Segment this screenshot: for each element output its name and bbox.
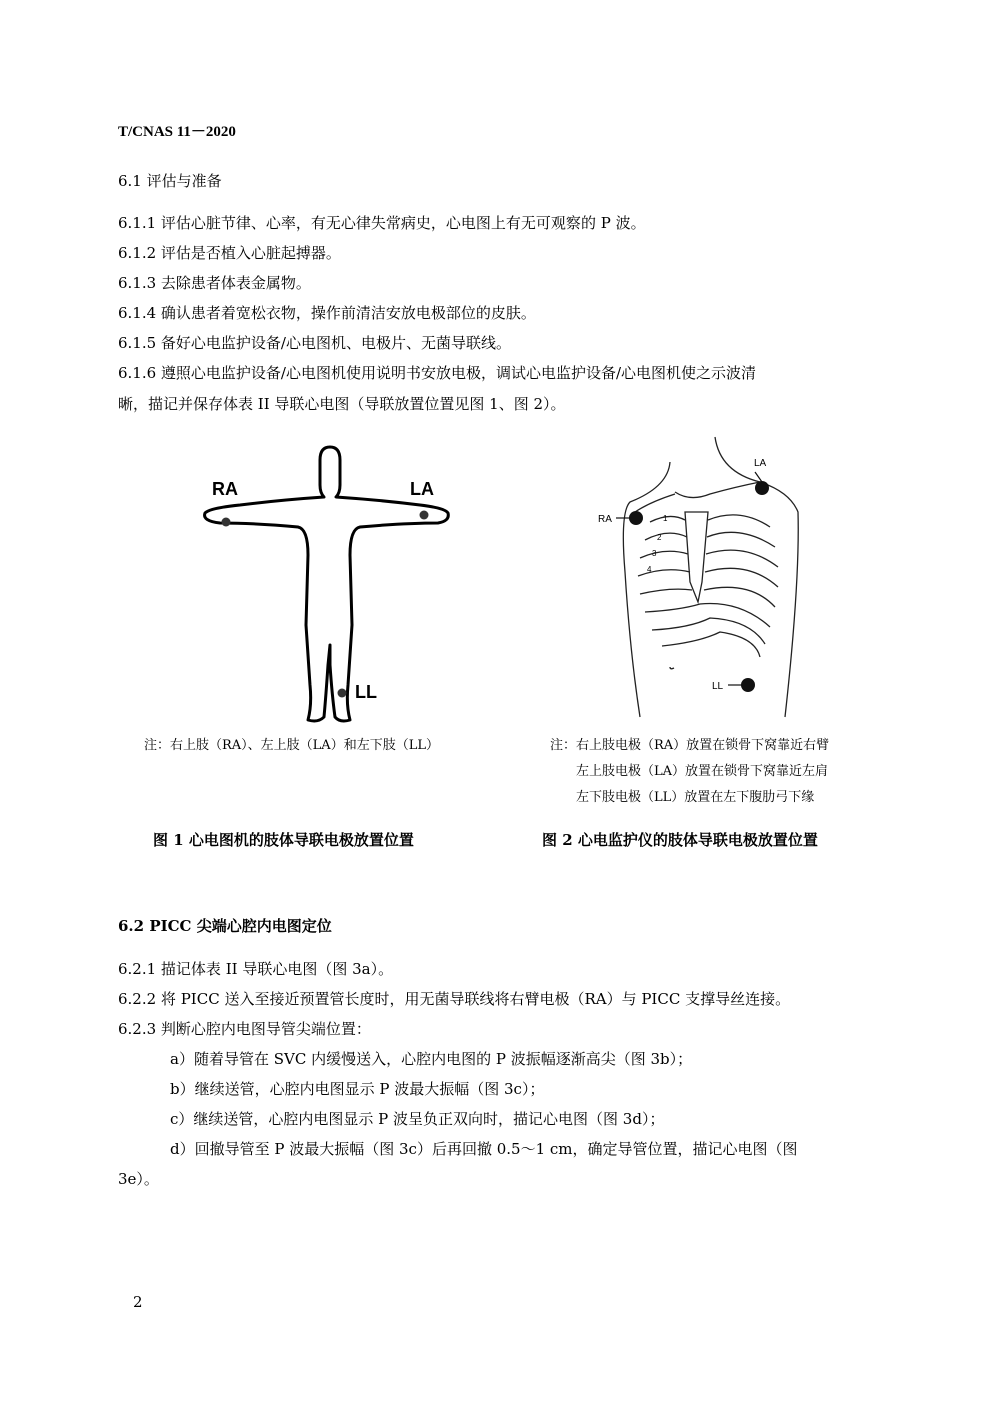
fig2-note-line3: 左下肢电极（LL）放置在左下腹肋弓下缘 bbox=[576, 790, 815, 805]
page-number: 2 bbox=[133, 1293, 143, 1311]
item-6-1-1: 6.1.1 评估心脏节律、心率，有无心律失常病史，心电图上有无可观察的 P 波。 bbox=[118, 214, 646, 232]
item-6-2-3-a: a）随着导管在 SVC 内缓慢送入，心腔内电图的 P 波振幅逐渐高尖（图 3b）； bbox=[170, 1050, 693, 1068]
item-6-2-3: 6.2.3 判断心腔内电图导管尖端位置： bbox=[118, 1020, 371, 1038]
item-6-1-2: 6.1.2 评估是否植入心脏起搏器。 bbox=[118, 244, 341, 262]
item-6-2-3-d-line1: d）回撤导管至 P 波最大振幅（图 3c）后再回撤 0.5～1 cm，确定导管位置，描记心电图（图 bbox=[170, 1140, 798, 1158]
document-id: T/CNAS 11－2020 bbox=[118, 124, 236, 140]
fig2-ll-electrode bbox=[741, 678, 755, 692]
item-6-1-6-line1: 6.1.6 遵照心电监护设备/心电图机使用说明书安放电极，调试心电监护设备/心电图机使之示波清 bbox=[118, 364, 757, 382]
item-6-2-2: 6.2.2 将 PICC 送入至接近预置管长度时，用无菌导联线将右臂电极（RA）与 PICC 支撑导丝连接。 bbox=[118, 990, 791, 1008]
item-6-2-1: 6.2.1 描记体表 II 导联心电图（图 3a）。 bbox=[118, 960, 394, 978]
fig2-ra-electrode bbox=[629, 511, 643, 525]
fig2-ll-label: LL bbox=[712, 681, 724, 692]
figure-1-body-diagram bbox=[180, 445, 480, 730]
fig1-ll-label: LL bbox=[355, 682, 377, 702]
section-6-1-title: 6.1 评估与准备 bbox=[118, 172, 222, 190]
ribcage-drawing bbox=[623, 437, 798, 717]
fig1-la-label: LA bbox=[410, 479, 434, 499]
item-6-2-3-d-line2: 3e）。 bbox=[118, 1170, 159, 1188]
fig2-note-line1: 注：右上肢电极（RA）放置在锁骨下窝靠近右臂 bbox=[550, 738, 830, 753]
fig2-ra-label: RA bbox=[598, 514, 612, 525]
section-6-2-title: 6.2 PICC 尖端心腔内电图定位 bbox=[118, 917, 332, 935]
fig2-note-line2: 左上肢电极（LA）放置在锁骨下窝靠近左肩 bbox=[576, 764, 829, 779]
rib-number-3: 3 bbox=[652, 549, 657, 558]
figure-2-ribcage-diagram bbox=[590, 432, 815, 722]
item-6-1-4: 6.1.4 确认患者着宽松衣物，操作前清洁安放电极部位的皮肤。 bbox=[118, 304, 536, 322]
rib-number-4: 4 bbox=[647, 565, 652, 574]
item-6-1-3: 6.1.3 去除患者体表金属物。 bbox=[118, 274, 311, 292]
la-electrode bbox=[420, 511, 429, 520]
fig2-caption: 图 2 心电监护仪的肢体导联电极放置位置 bbox=[542, 831, 818, 849]
item-6-2-3-b: b）继续送管，心腔内电图显示 P 波最大振幅（图 3c）； bbox=[170, 1080, 545, 1098]
rib-number-2: 2 bbox=[657, 533, 662, 542]
item-6-1-6-line2: 晰，描记并保存体表 II 导联心电图（导联放置位置见图 1、图 2）。 bbox=[118, 395, 566, 413]
ll-electrode bbox=[338, 689, 347, 698]
rib-number-1: 1 bbox=[663, 514, 668, 523]
fig1-ra-label: RA bbox=[212, 479, 238, 499]
fig2-la-label: LA bbox=[754, 458, 767, 469]
fig1-note: 注：右上肢（RA）、左上肢（LA）和左下肢（LL） bbox=[144, 738, 439, 753]
ra-electrode bbox=[222, 518, 231, 527]
item-6-2-3-c: c）继续送管，心腔内电图显示 P 波呈负正双向时，描记心电图（图 3d）； bbox=[170, 1110, 665, 1128]
item-6-1-5: 6.1.5 备好心电监护设备/心电图机、电极片、无菌导联线。 bbox=[118, 334, 511, 352]
fig1-caption: 图 1 心电图机的肢体导联电极放置位置 bbox=[153, 831, 414, 849]
fig2-la-electrode bbox=[755, 481, 769, 495]
